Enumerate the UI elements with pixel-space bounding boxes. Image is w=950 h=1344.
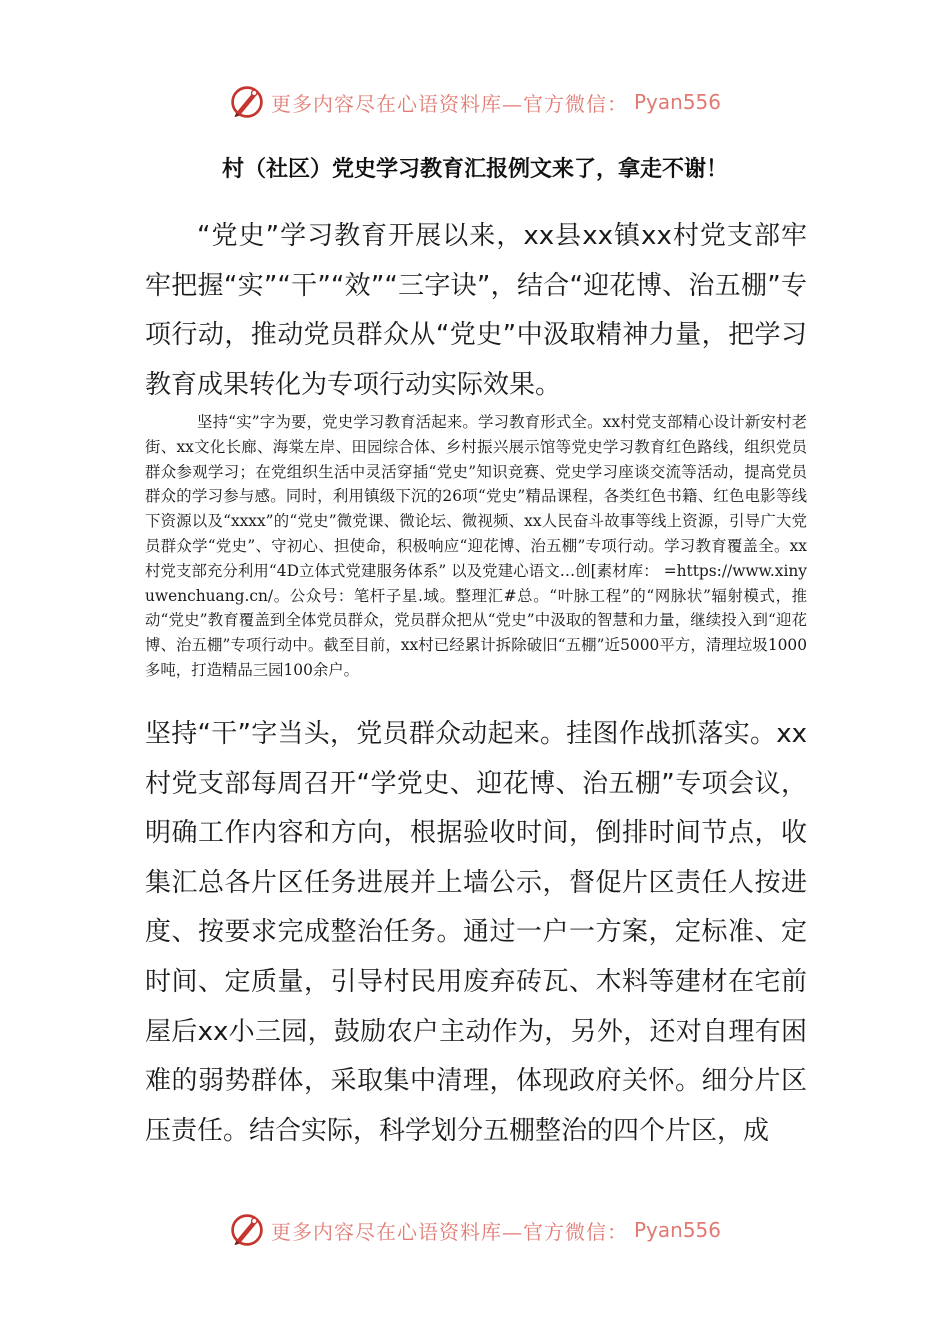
banner-text: 更多内容尽在心语资料库—官方微信： [270,91,628,116]
banner-text: 更多内容尽在心语资料库—官方微信： [270,1219,628,1244]
paragraph-shi: 坚持“实”字为要，党史学习教育活起来。学习教育形式全。xx村党支部精心设计新安村老街、xx文化长廊、海棠左岸、田园综合体、乡村振兴展示馆等党史学习教育红色路线，组织党员群众参观学习；在党组织生活中灵活穿插“党史”知识竞赛、党史学习座谈交流等活动，提高党员群众的学习参与感。同时，利用镇级下沉的26项“党史”精品课程，各类红色书籍、红色电影等线下资源以及“xxxx”的“党史”微党课、微论坛、微视频、xx人民奋斗故事等线上资源，引导广大党员群众学“党史”、守初心、担使命，积极响应“迎花博、治五棚”专项行动。学习教育覆盖全。xx村党支部充分利用“4D立体式党建服务体系” 以及党建心语文…创[素材库： =https://www.xinyuwenchuang.cn/。公众号：笔杆子星.域。整理汇#总。“叶脉工程”的“网脉状”辐射模式，推动“党史”教育覆盖到全体党员群众，党员群众把从“党史”中汲取的智慧和力量，继续投入到“迎花博、治五棚”专项行动中。截至目前，xx村已经累计拆除破旧“五棚”近5000平方，清理垃圾1000多吨，打造精品三园100余户。 [145,413,807,679]
banner-wechat-id: Pyan556 [633,90,721,114]
footer-banner [0,1210,950,1250]
banner-wechat-id: Pyan556 [633,1218,721,1242]
paragraph-intro: “党史”学习教育开展以来，xx县xx镇xx村党支部牢牢把握“实”“干”“效”“三字诀”，结合“迎花博、治五棚”专项行动，推动党员群众从“党史”中汲取精神力量，把学习教育成果转化为专项行动实际效果。 [145,221,807,400]
pen-logo-icon [229,1212,265,1248]
document-title: 村（社区）党史学习教育汇报例文来了，拿走不谢！ [221,157,728,182]
header-banner [0,82,950,122]
pen-logo-icon [229,84,265,120]
paragraph-gan: 坚持“干”字当头，党员群众动起来。挂图作战抓落实。xx村党支部每周召开“学党史、迎花博、治五棚”专项会议，明确工作内容和方向，根据验收时间，倒排时间节点，收集汇总各片区任务进展并上墙公示，督促片区责任人按进度、按要求完成整治任务。通过一户一方案，定标准、定时间、定质量，引导村民用废弃砖瓦、木料等建材在宅前屋后xx小三园，鼓励农户主动作为，另外，还对自理有困难的弱势群体，采取集中清理，体现政府关怀。细分片区压责任。结合实际，科学划分五棚整治的四个片区，成 [145,719,807,1146]
